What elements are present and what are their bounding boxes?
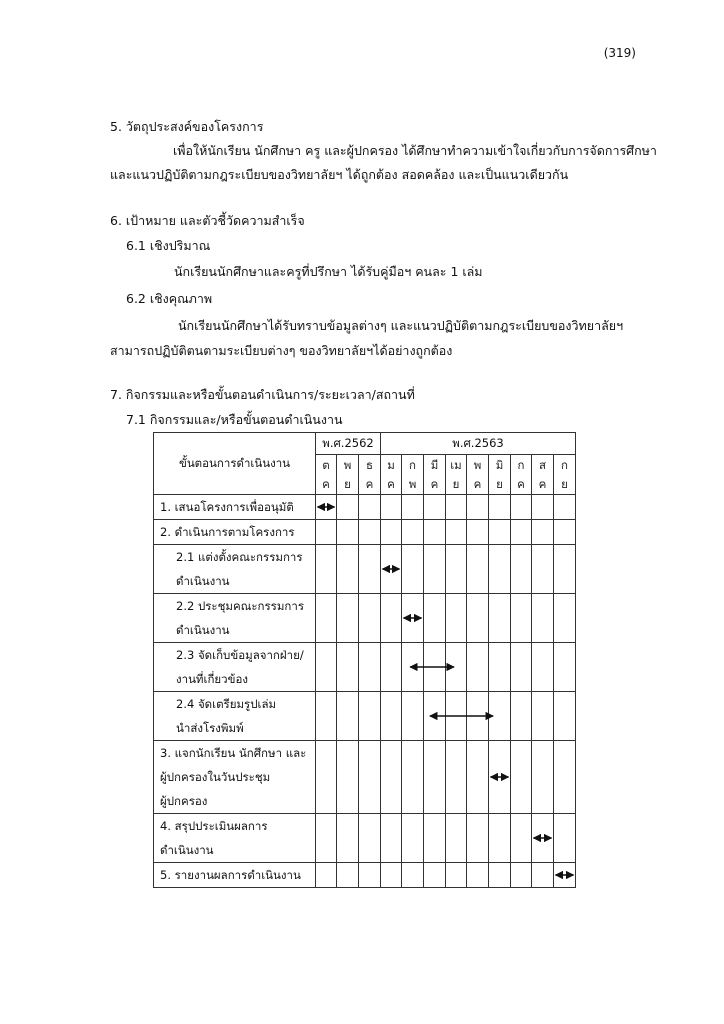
gantt-cell — [316, 863, 337, 888]
gantt-cell — [446, 863, 467, 888]
gantt-cell — [532, 863, 554, 888]
month-label-top: ส — [538, 457, 547, 472]
gantt-cell — [402, 520, 424, 545]
gantt-cell — [381, 741, 402, 814]
section-6-2-heading: 6.2 เชิงคุณภาพ — [126, 291, 213, 306]
month-header — [489, 455, 511, 495]
gantt-cell — [381, 495, 402, 520]
gantt-cell — [489, 814, 511, 863]
gantt-year-2563: พ.ศ.2563 — [381, 433, 576, 455]
gantt-step-text: 2.3 จัดเก็บข้อมูลจากฝ่าย/ — [176, 648, 304, 662]
gantt-step-text: 2.4 จัดเตรียมรูปเล่ม — [176, 697, 277, 711]
gantt-cell — [359, 643, 381, 692]
gantt-cell — [511, 594, 532, 643]
gantt-row — [154, 643, 576, 692]
gantt-header-label: ขั้นตอนการดำเนินงาน — [154, 433, 316, 495]
month-header — [467, 455, 489, 495]
month-label-top: ก — [561, 457, 568, 472]
month-label-bottom: ค — [473, 476, 482, 491]
month-label-bottom: ค — [517, 476, 525, 491]
month-label-bottom: ย — [452, 476, 460, 491]
gantt-cell — [359, 692, 381, 741]
gantt-cell — [511, 692, 532, 741]
gantt-cell — [337, 741, 359, 814]
gantt-step-label — [154, 495, 316, 520]
section-5-text-line1: เพื่อให้นักเรียน นักศึกษา ครู และผู้ปกครอง ได้ศึกษาทำความเข้าใจเกี่ยวกับการจัดการศึกษา — [173, 143, 657, 158]
gantt-cell — [337, 594, 359, 643]
gantt-cell — [511, 545, 532, 594]
gantt-cell — [467, 545, 489, 594]
gantt-row — [154, 495, 576, 520]
gantt-step-text: 2.1 แต่งตั้งคณะกรรมการ — [176, 550, 303, 564]
gantt-cell — [467, 863, 489, 888]
gantt-cell — [489, 495, 511, 520]
gantt-cell — [337, 545, 359, 594]
gantt-cell — [316, 814, 337, 863]
gantt-cell — [381, 594, 402, 643]
gantt-cell — [532, 814, 554, 863]
month-label-bottom: ย — [344, 476, 351, 491]
gantt-step-label — [154, 594, 316, 643]
gantt-cell — [359, 863, 381, 888]
month-header — [402, 455, 424, 495]
gantt-step-label — [154, 814, 316, 863]
month-header — [359, 455, 381, 495]
month-label-top: พ — [473, 457, 482, 472]
gantt-cell — [424, 643, 446, 692]
gantt-cell — [316, 495, 337, 520]
gantt-cell — [467, 814, 489, 863]
gantt-cell — [424, 741, 446, 814]
gantt-cell — [489, 594, 511, 643]
gantt-row — [154, 545, 576, 594]
gantt-cell — [554, 594, 576, 643]
month-label-top: มี — [430, 457, 439, 472]
section-6-2-text-line2: สามารถปฏิบัติตนตามระเบียบต่างๆ ของวิทยาลัยฯได้อย่างถูกต้อง — [110, 343, 453, 358]
gantt-cell — [489, 520, 511, 545]
gantt-cell — [337, 495, 359, 520]
gantt-cell — [467, 594, 489, 643]
gantt-step-text: 2.2 ประชุมคณะกรรมการ — [176, 599, 305, 613]
section-5-heading: 5. วัตถุประสงค์ของโครงการ — [110, 119, 264, 134]
gantt-cell — [532, 520, 554, 545]
gantt-cell — [424, 863, 446, 888]
gantt-cell — [337, 863, 359, 888]
gantt-cell — [532, 495, 554, 520]
gantt-cell — [381, 520, 402, 545]
month-label-top: ก — [409, 457, 416, 472]
gantt-cell — [316, 643, 337, 692]
gantt-cell — [424, 545, 446, 594]
section-5-text-line2: และแนวปฏิบัติตามกฎระเบียบของวิทยาลัยฯ ได้ถูกต้อง สอดคล้อง และเป็นแนวเดียวกัน — [110, 167, 569, 182]
gantt-step-text: งานที่เกี่ยวข้อง — [176, 672, 248, 686]
section-7-heading: 7. กิจกรรมและหรือขั้นตอนดำเนินการ/ระยะเวลา/สถานที่ — [110, 387, 415, 402]
month-label-bottom: ค — [387, 476, 395, 491]
month-label-bottom: ค — [365, 476, 374, 491]
gantt-cell — [402, 495, 424, 520]
gantt-row — [154, 594, 576, 643]
gantt-step-text: นำส่งโรงพิมพ์ — [176, 721, 244, 735]
gantt-cell — [337, 814, 359, 863]
gantt-row — [154, 814, 576, 863]
gantt-cell — [316, 741, 337, 814]
gantt-cell — [511, 741, 532, 814]
gantt-cell — [402, 643, 424, 692]
gantt-cell — [402, 545, 424, 594]
month-label-top: ธ — [365, 457, 374, 472]
gantt-step-text: 3. แจกนักเรียน นักศึกษา และ — [160, 746, 307, 760]
gantt-cell — [446, 741, 467, 814]
gantt-cell — [532, 545, 554, 594]
gantt-cell — [446, 643, 467, 692]
gantt-cell — [402, 692, 424, 741]
section-6-1-text: นักเรียนนักศึกษาและครูที่ปรึกษา ได้รับคู่มือฯ คนละ 1 เล่ม — [174, 264, 483, 279]
month-label-bottom: ค — [430, 476, 439, 491]
month-header — [511, 455, 532, 495]
gantt-step-text: ดำเนินงาน — [176, 574, 230, 588]
gantt-cell — [489, 741, 511, 814]
gantt-cell — [554, 863, 576, 888]
gantt-cell — [424, 814, 446, 863]
gantt-table — [153, 432, 576, 888]
gantt-cell — [359, 545, 381, 594]
section-7-1-heading: 7.1 กิจกรรมและ/หรือขั้นตอนดำเนินงาน — [126, 412, 343, 427]
gantt-cell — [402, 814, 424, 863]
gantt-cell — [381, 814, 402, 863]
gantt-cell — [402, 741, 424, 814]
gantt-cell — [402, 863, 424, 888]
gantt-step-text: ผู้ปกครองในวันประชุม — [160, 770, 271, 784]
month-label-top: ต — [322, 457, 330, 472]
gantt-cell — [554, 643, 576, 692]
month-label-bottom: ค — [538, 476, 547, 491]
gantt-cell — [424, 692, 446, 741]
gantt-cell — [511, 495, 532, 520]
gantt-cell — [424, 594, 446, 643]
gantt-cell — [359, 520, 381, 545]
gantt-cell — [467, 495, 489, 520]
gantt-cell — [316, 545, 337, 594]
gantt-step-label — [154, 863, 316, 888]
gantt-step-label — [154, 692, 316, 741]
gantt-cell — [511, 643, 532, 692]
gantt-step-label — [154, 545, 316, 594]
gantt-cell — [337, 520, 359, 545]
month-header — [532, 455, 554, 495]
month-header — [424, 455, 446, 495]
gantt-row — [154, 741, 576, 814]
gantt-cell — [359, 741, 381, 814]
section-6-heading: 6. เป้าหมาย และตัวชี้วัดความสำเร็จ — [110, 213, 305, 228]
month-label-bottom: ย — [496, 476, 503, 491]
gantt-step-text: 5. รายงานผลการดำเนินงาน — [160, 868, 301, 882]
gantt-row — [154, 520, 576, 545]
month-label-top: พ — [343, 457, 352, 472]
gantt-cell — [337, 692, 359, 741]
month-label-bottom: ย — [561, 476, 568, 491]
section-6-1-heading: 6.1 เชิงปริมาณ — [126, 238, 211, 253]
gantt-cell — [381, 545, 402, 594]
gantt-cell — [446, 495, 467, 520]
gantt-cell — [467, 520, 489, 545]
section-6-2-text-line1: นักเรียนนักศึกษาได้รับทราบข้อมูลต่างๆ และแนวปฏิบัติตามกฎระเบียบของวิทยาลัยฯ — [178, 318, 624, 333]
gantt-cell — [381, 643, 402, 692]
gantt-cell — [511, 863, 532, 888]
gantt-cell — [532, 594, 554, 643]
gantt-cell — [316, 594, 337, 643]
month-header — [337, 455, 359, 495]
gantt-cell — [446, 520, 467, 545]
gantt-cell — [489, 545, 511, 594]
gantt-step-label — [154, 643, 316, 692]
gantt-cell — [446, 692, 467, 741]
month-label-top: เม — [450, 457, 462, 472]
gantt-cell — [446, 814, 467, 863]
gantt-cell — [316, 692, 337, 741]
gantt-cell — [424, 520, 446, 545]
gantt-cell — [467, 741, 489, 814]
gantt-cell — [554, 495, 576, 520]
month-label-top: ม — [387, 457, 395, 472]
gantt-cell — [359, 594, 381, 643]
gantt-step-text: 1. เสนอโครงการเพื่ออนุมัติ — [160, 500, 294, 514]
gantt-cell — [467, 643, 489, 692]
month-header — [381, 455, 402, 495]
gantt-cell — [532, 643, 554, 692]
gantt-cell — [554, 741, 576, 814]
month-label-top: มิ — [495, 457, 504, 472]
gantt-cell — [554, 692, 576, 741]
gantt-cell — [554, 545, 576, 594]
gantt-step-label — [154, 520, 316, 545]
gantt-cell — [424, 495, 446, 520]
month-header — [446, 455, 467, 495]
gantt-cell — [402, 594, 424, 643]
month-label-top: ก — [517, 457, 525, 472]
month-header — [316, 455, 337, 495]
gantt-step-text: ผู้ปกครอง — [160, 794, 208, 808]
month-header — [554, 455, 576, 495]
gantt-row — [154, 863, 576, 888]
gantt-step-text: 4. สรุปประเมินผลการ — [160, 819, 268, 833]
gantt-cell — [489, 692, 511, 741]
month-label-bottom: ค — [322, 476, 330, 491]
gantt-year-2562: พ.ศ.2562 — [316, 433, 381, 455]
gantt-step-label — [154, 741, 316, 814]
gantt-cell — [381, 863, 402, 888]
gantt-cell — [316, 520, 337, 545]
gantt-cell — [381, 692, 402, 741]
gantt-cell — [337, 643, 359, 692]
gantt-step-text: ดำเนินงาน — [176, 623, 230, 637]
gantt-cell — [359, 814, 381, 863]
gantt-cell — [489, 863, 511, 888]
month-label-bottom: พ — [408, 476, 417, 491]
gantt-row — [154, 692, 576, 741]
gantt-cell — [532, 741, 554, 814]
gantt-cell — [446, 594, 467, 643]
gantt-cell — [554, 814, 576, 863]
gantt-cell — [359, 495, 381, 520]
gantt-cell — [554, 520, 576, 545]
gantt-cell — [511, 520, 532, 545]
gantt-cell — [532, 692, 554, 741]
gantt-cell — [511, 814, 532, 863]
gantt-step-text: ดำเนินงาน — [160, 843, 214, 857]
gantt-cell — [467, 692, 489, 741]
gantt-cell — [446, 545, 467, 594]
gantt-step-text: 2. ดำเนินการตามโครงการ — [160, 525, 295, 539]
gantt-cell — [489, 643, 511, 692]
page-number: (319) — [603, 46, 636, 60]
